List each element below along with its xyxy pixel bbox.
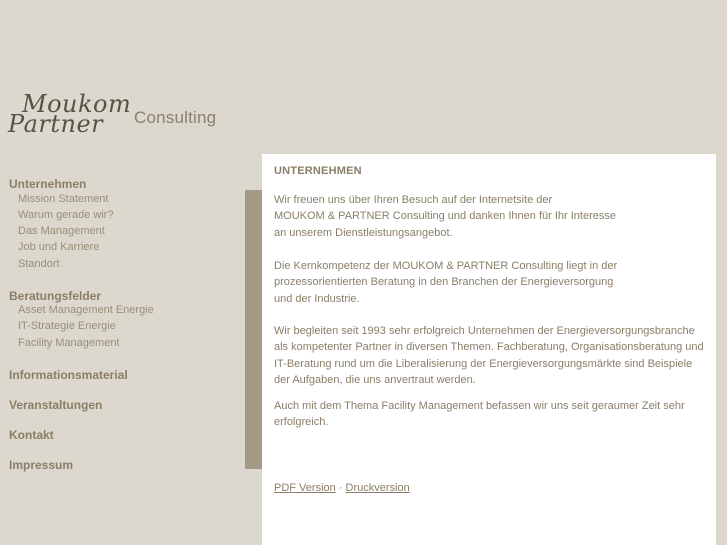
paragraph-line: prozessorientierten Beratung in den Branchen der Energieversorgung (274, 276, 614, 289)
paragraph-line: IT-Beratung rund um die Liberalisierung der Energieversorgungsmärkte sind Beispiele (274, 357, 693, 370)
paragraph-line: Wir begleiten seit 1993 sehr erfolgreich Unternehmen der Energieversorgungsbranche (274, 325, 695, 337)
paragraph-line: und der Industrie. (274, 292, 360, 305)
nav-item-das-management[interactable]: Das Management (18, 225, 105, 237)
document-links (274, 482, 410, 494)
paragraph-line: Auch mit dem Thema Facility Management befassen wir uns seit geraumer Zeit sehr (274, 400, 685, 412)
nav-item-asset-management-energie[interactable]: Asset Management Energie (18, 304, 154, 316)
nav-item-warum-gerade-wir[interactable]: Warum gerade wir? (18, 209, 114, 221)
paragraph-line: Die Kernkompetenz der MOUKOM & PARTNER Consulting liegt in der (274, 260, 618, 272)
nav-item-facility-management[interactable]: Facility Management (18, 337, 120, 349)
nav-item-standort[interactable]: Standort (18, 258, 60, 270)
nav-item-job-und-karriere[interactable]: Job und Karriere (18, 241, 100, 253)
nav-section-informationsmaterial[interactable]: Informationsmaterial (9, 368, 128, 382)
paragraph-line: erfolgreich. (274, 416, 329, 429)
nav-section-impressum[interactable]: Impressum (9, 458, 74, 472)
content-panel (262, 154, 716, 545)
page-title: UNTERNEHMEN (274, 165, 362, 177)
print-version-link[interactable]: Druckversion (345, 482, 410, 494)
paragraph-kernkompetenz (274, 258, 617, 307)
link-separator: · (338, 482, 343, 494)
nav-section-kontakt[interactable]: Kontakt (9, 428, 54, 442)
paragraph-line: MOUKOM & PARTNER Consulting und danken Ihnen für Ihr Interesse (274, 210, 616, 223)
paragraph-line: an unserem Dienstleistungsangebot. (274, 226, 453, 239)
paragraph-line: der Aufgaben, die uns anvertraut werden. (274, 373, 476, 386)
logo-consulting: Consulting (134, 108, 217, 127)
paragraph-begleitung (274, 323, 704, 388)
nav-section-veranstaltungen[interactable]: Veranstaltungen (9, 398, 103, 412)
nav-item-mission-statement[interactable]: Mission Statement (18, 193, 109, 205)
nav-item-it-strategie-energie[interactable]: IT-Strategie Energie (18, 320, 116, 332)
logo-partner: Partner (8, 110, 104, 138)
active-section-bar (245, 190, 262, 469)
paragraph-intro (274, 192, 616, 241)
logo-moukom: Moukom (22, 90, 132, 118)
paragraph-line: als kompetenter Partner in diversen Themen. Fachberatung, Organisationsberatung und (274, 341, 704, 354)
pdf-version-link[interactable]: PDF Version (274, 482, 336, 494)
nav-section-beratungsfelder[interactable]: Beratungsfelder (9, 289, 102, 303)
logo[interactable] (8, 92, 218, 142)
paragraph-line: Wir freuen uns über Ihren Besuch auf der Internetsite der (274, 194, 553, 206)
nav-section-unternehmen[interactable]: Unternehmen (9, 177, 87, 191)
paragraph-facility (274, 398, 685, 431)
